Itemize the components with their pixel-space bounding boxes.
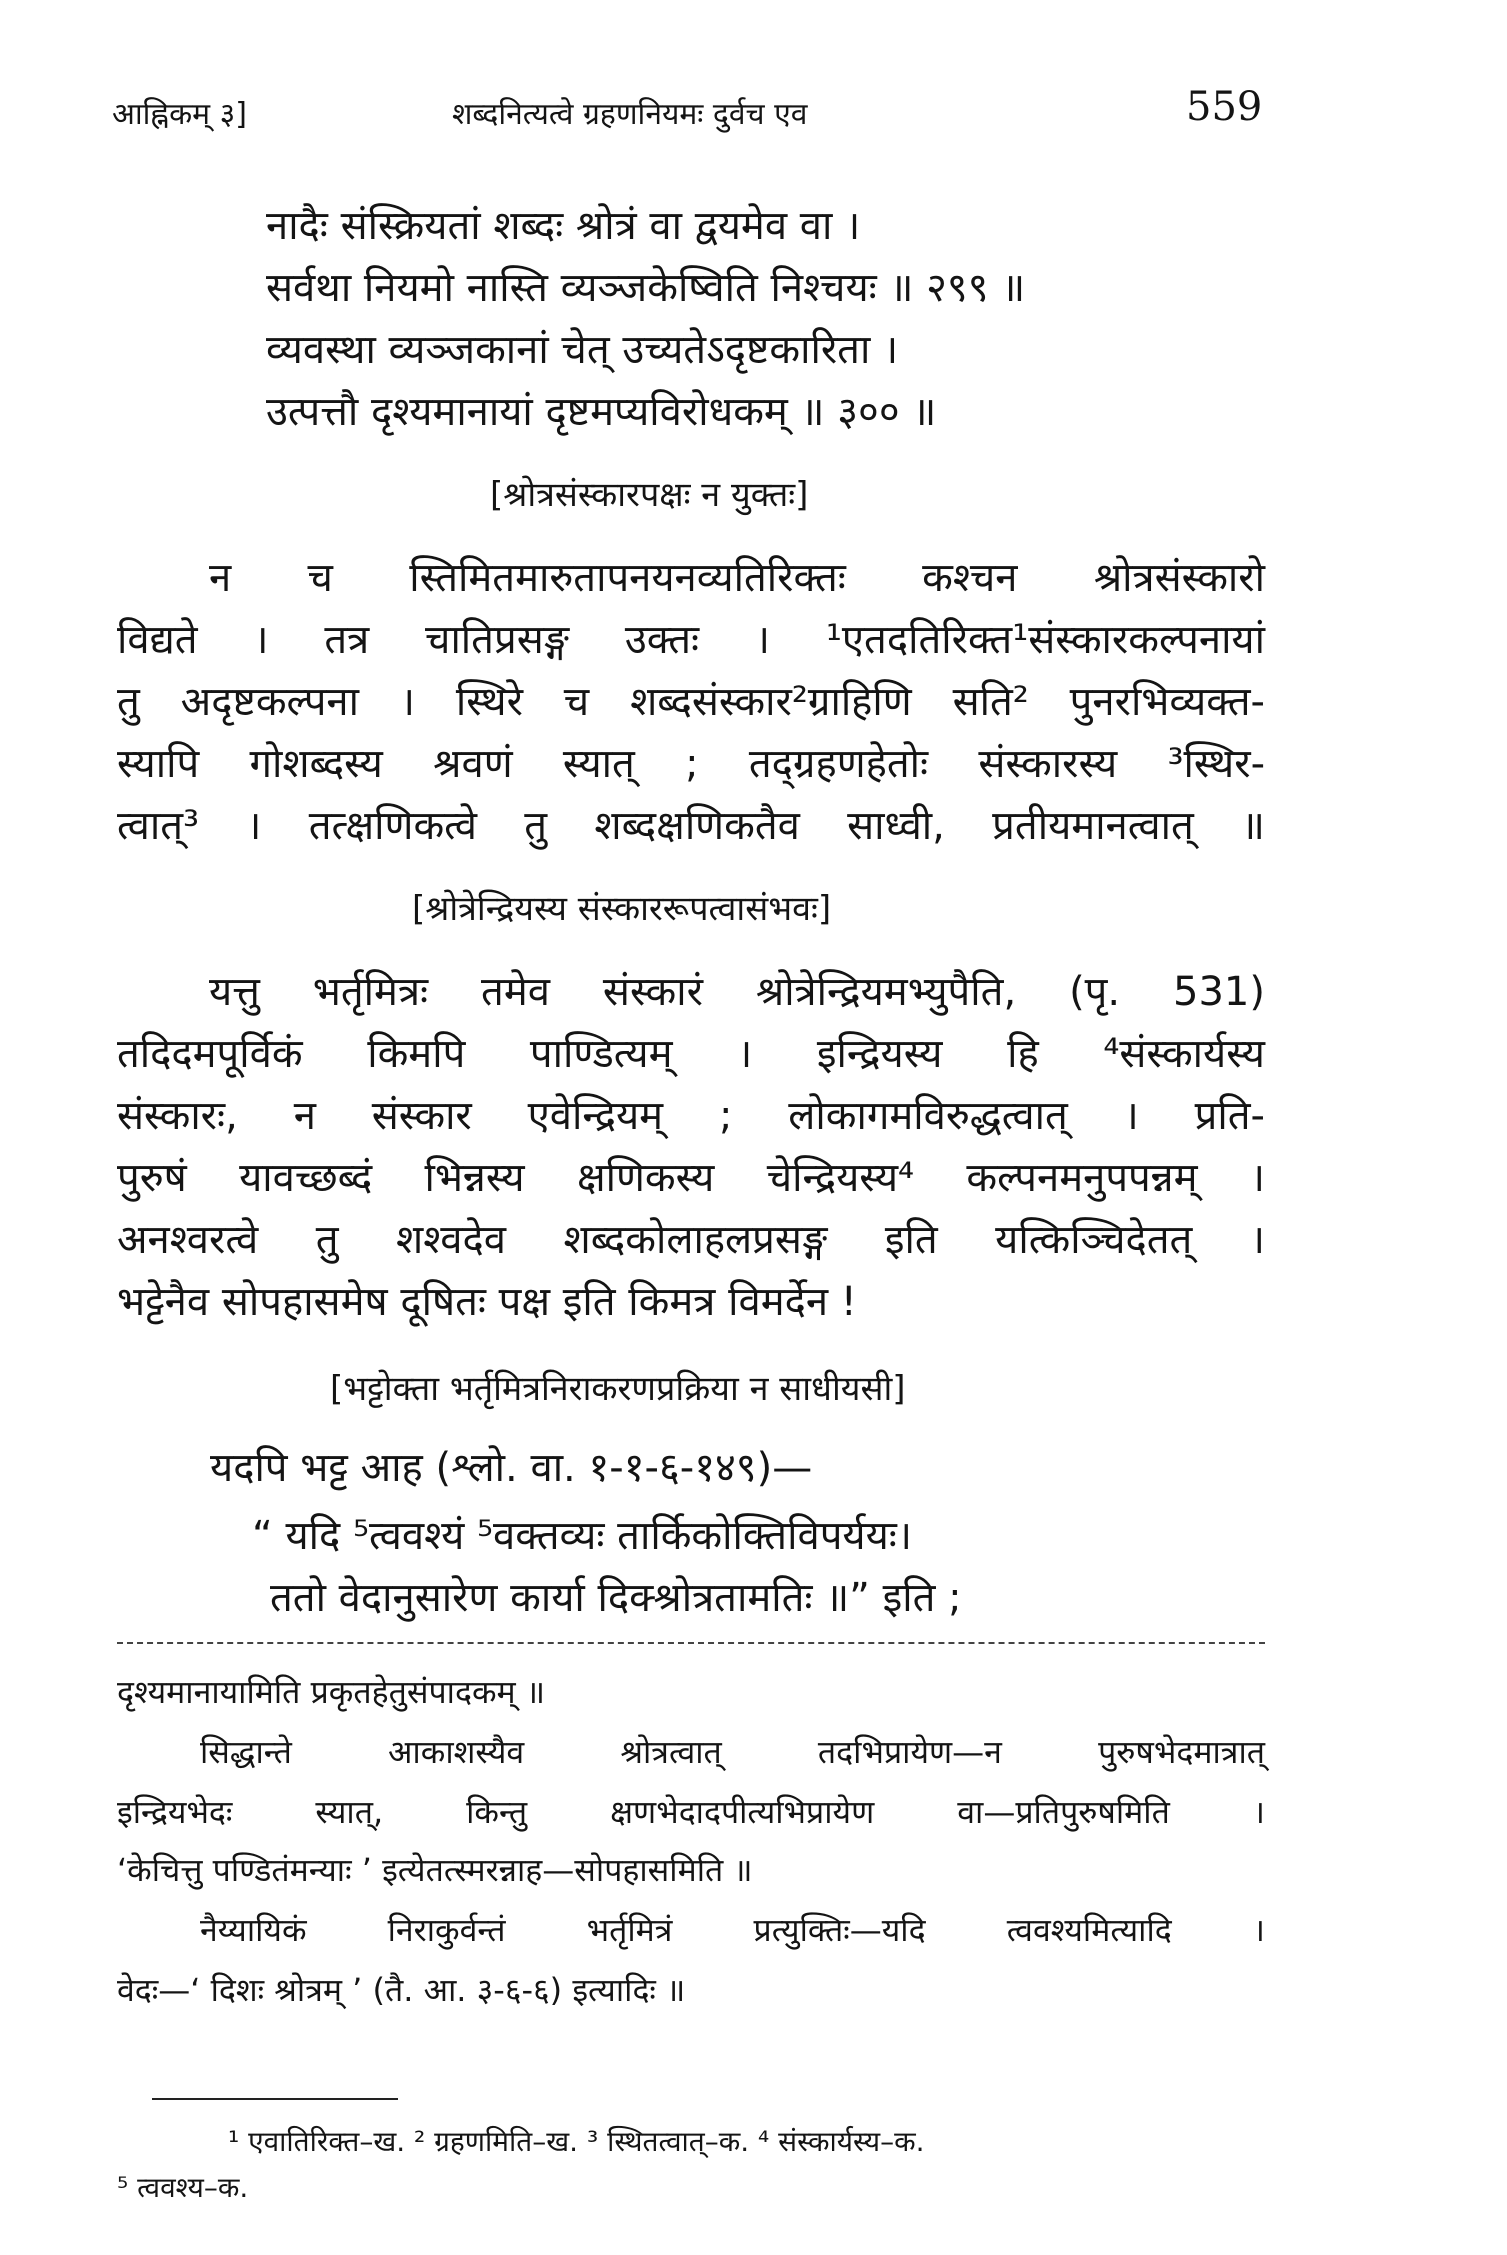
quote-line: ततो वेदानुसारेण कार्या दिक्श्रोत्रतामतिः ॥” इति ; <box>270 1575 962 1621</box>
verse-line: व्यवस्था व्यञ्जकानां चेत् उच्यतेऽदृष्टकारिता । <box>266 327 899 373</box>
quote-line: “ यदि ⁵त्ववश्यं ⁵वक्तव्यः तार्किकोक्तिविपर्ययः। <box>252 1513 913 1559</box>
commentary-line: इन्द्रियभेदः स्यात्, किन्तु क्षणभेदादपीत्यभिप्रायेण वा—प्रतिपुरुषमिति । <box>117 1793 1265 1831</box>
commentary-line: नैय्यायिकं निराकुर्वन्तं भर्तृमित्रं प्रत्युक्तिः—यदि त्ववश्यमित्यादि । <box>200 1911 1265 1949</box>
footnote-line: ¹ एवातिरिक्त–ख. ² ग्रहणमिति–ख. ³ स्थितत्वात्–क. ⁴ संस्कार्यस्य–क. <box>228 2125 925 2158</box>
quote-intro: यदपि भट्ट आह (श्लो. वा. १-१-६-१४९)— <box>210 1445 813 1491</box>
paragraph-line: विद्यते । तत्र चातिप्रसङ्ग उक्तः । ¹एतदतिरिक्त¹संस्कारकल्पनायां <box>117 617 1265 663</box>
paragraph-line: त्वात्³ । तत्क्षणिकत्वे तु शब्दक्षणिकतैव साध्वी, प्रतीयमानत्वात् ॥ <box>117 803 1265 849</box>
paragraph-line: न च स्तिमितमारुतापनयनव्यतिरिक्तः कश्चन श्रोत्रसंस्कारो <box>209 555 1265 601</box>
paragraph-line: संस्कारः, न संस्कार एवेन्द्रियम् ; लोकागमविरुद्धत्वात् । प्रति- <box>117 1093 1265 1139</box>
footnote-rule <box>152 2098 398 2100</box>
footnote-line: ⁵ त्ववश्य–क. <box>117 2171 249 2204</box>
section-heading: [श्रोत्रसंस्कारपक्षः न युक्तः] <box>490 475 809 515</box>
paragraph-line: स्यापि गोशब्दस्य श्रवणं स्यात् ; तद्ग्रहणहेतोः संस्कारस्य ³स्थिर- <box>117 741 1265 787</box>
running-header-title: शब्दनित्यत्वे ग्रहणनियमः दुर्वच एव <box>452 97 808 132</box>
commentary-line: सिद्धान्ते आकाशस्यैव श्रोत्रत्वात् तदभिप्रायेण—न पुरुषभेदमात्रात् <box>200 1733 1265 1771</box>
verse-line: सर्वथा नियमो नास्ति व्यञ्जकेष्विति निश्चयः ॥ २९९ ॥ <box>266 265 1026 311</box>
commentary-line: वेदः—‘ दिशः श्रोत्रम् ’ (तै. आ. ३-६-६) इत्यादिः ॥ <box>117 1971 686 2009</box>
paragraph-line: पुरुषं यावच्छब्दं भिन्नस्य क्षणिकस्य चेन्द्रियस्य⁴ कल्पनमनुपपन्नम् । <box>117 1155 1265 1201</box>
running-header-chapter: आह्निकम् ३] <box>112 97 247 132</box>
section-heading: [भट्टोक्ता भर्तृमित्रनिराकरणप्रक्रिया न साधीयसी] <box>330 1369 906 1409</box>
commentary-divider <box>117 1642 1265 1644</box>
paragraph-line: तदिदमपूर्विकं किमपि पाण्डित्यम् । इन्द्रियस्य हि ⁴संस्कार्यस्य <box>117 1031 1265 1077</box>
section-heading: [श्रोत्रेन्द्रियस्य संस्काररूपत्वासंभवः] <box>412 889 832 929</box>
commentary-line: दृश्यमानायामिति प्रकृतहेतुसंपादकम् ॥ <box>117 1673 545 1711</box>
verse-line: उत्पत्तौ दृश्यमानायां दृष्टमप्यविरोधकम् ॥ ३०० ॥ <box>266 389 937 435</box>
paragraph-line: भट्टेनैव सोपहासमेष दूषितः पक्ष इति किमत्र विमर्देन ! <box>117 1279 857 1325</box>
page-number: 559 <box>1186 84 1263 130</box>
commentary-line: ‘केचित्तु पण्डितंमन्याः ’ इत्येतत्स्मरन्नाह—सोपहासमिति ॥ <box>117 1851 753 1889</box>
verse-line: नादैः संस्क्रियतां शब्दः श्रोत्रं वा द्वयमेव वा । <box>266 203 861 249</box>
paragraph-line: तु अदृष्टकल्पना । स्थिरे च शब्दसंस्कार²ग्राहिणि सति² पुनरभिव्यक्त- <box>117 679 1265 725</box>
paragraph-line: अनश्वरत्वे तु शश्वदेव शब्दकोलाहलप्रसङ्ग इति यत्किञ्चिदेतत् । <box>117 1217 1265 1263</box>
paragraph-line: यत्तु भर्तृमित्रः तमेव संस्कारं श्रोत्रेन्द्रियमभ्युपैति, (पृ. 531) <box>209 969 1265 1015</box>
